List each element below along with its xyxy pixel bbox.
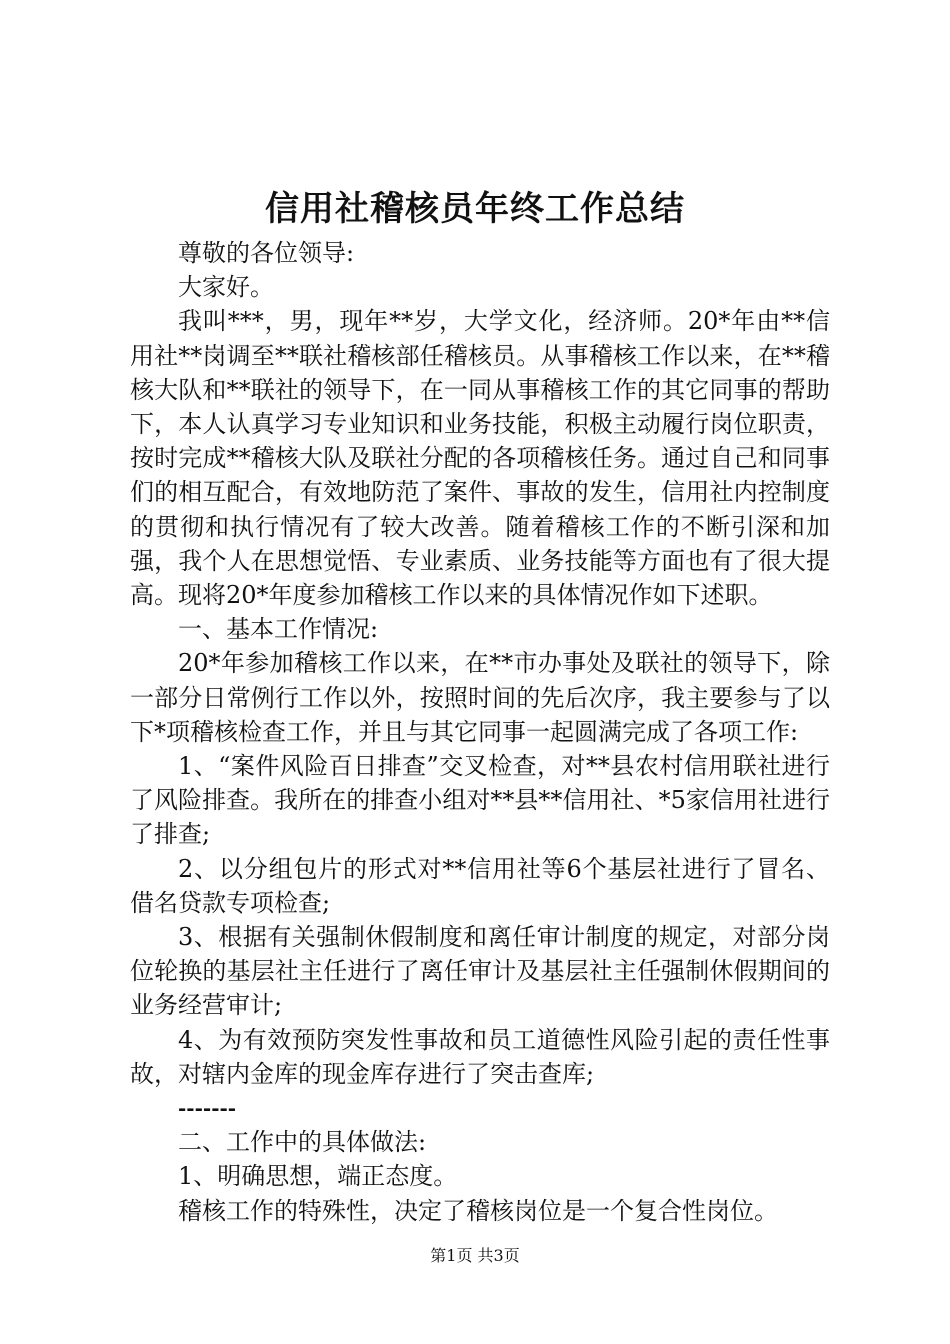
- greeting: 大家好。: [178, 273, 274, 302]
- document-body: [130, 236, 830, 1228]
- methods-item-1: 1、明确思想，端正态度。: [178, 1162, 458, 1191]
- methods-paragraph: 稽核工作的特殊性，决定了稽核岗位是一个复合性岗位。: [178, 1196, 778, 1225]
- list-item-2: 2、以分组包片的形式对**信用社等6个基层社进行了冒名、借名贷款专项检查;: [130, 854, 830, 917]
- salutation: 尊敬的各位领导:: [178, 239, 355, 267]
- section-separator: -------: [178, 1096, 237, 1121]
- list-item-4: 4、为有效预防突发性事故和员工道德性风险引起的责任性事故，对辖内金库的现金库存进行了突击查库;: [130, 1025, 830, 1088]
- list-item-1: 1、“案件风险百日排查”交叉检查，对**县农村信用联社进行了风险排查。我所在的排查小组对**县**信用社、*5家信用社进行了排查;: [130, 752, 830, 849]
- page-number-footer: 第1页 共3页: [430, 1246, 520, 1265]
- document-title: 信用社稽核员年终工作总结: [265, 189, 685, 229]
- basic-work-paragraph: 20*年参加稽核工作以来，在**市办事处及联社的领导下，除一部分日常例行工作以外，按照时间的先后次序，我主要参与了以下*项稽核检查工作，并且与其它同事一起圆满完成了各项工作:: [130, 649, 830, 746]
- section-heading-methods: 二、工作中的具体做法:: [178, 1128, 427, 1157]
- section-heading-basic-work: 一、基本工作情况:: [178, 615, 379, 644]
- list-item-3: 3、根据有关强制休假制度和离任审计制度的规定，对部分岗位轮换的基层社主任进行了离任审计及基层社主任强制休假期间的业务经营审计;: [130, 923, 830, 1020]
- intro-paragraph: 我叫***，男，现年**岁，大学文化，经济师。20*年由**信用社**岗调至**联社稽核部任稽核员。从事稽核工作以来，在**稽核大队和**联社的领导下，在一同从事稽核工作的其它同事的帮助下，本人认真学习专业知识和业务技能，积极主动履行岗位职责，按时完成**稽核大队及联社分配的各项稽核任务。通过自己和同事们的相互配合，有效地防范了案件、事故的发生，信用社内控制度的贯彻和执行情况有了较大改善。随着稽核工作的不断引深和加强，我个人在思想觉悟、专业素质、业务技能等方面也有了很大提高。现将20*年度参加稽核工作以来的具体情况作如下述职。: [130, 307, 830, 610]
